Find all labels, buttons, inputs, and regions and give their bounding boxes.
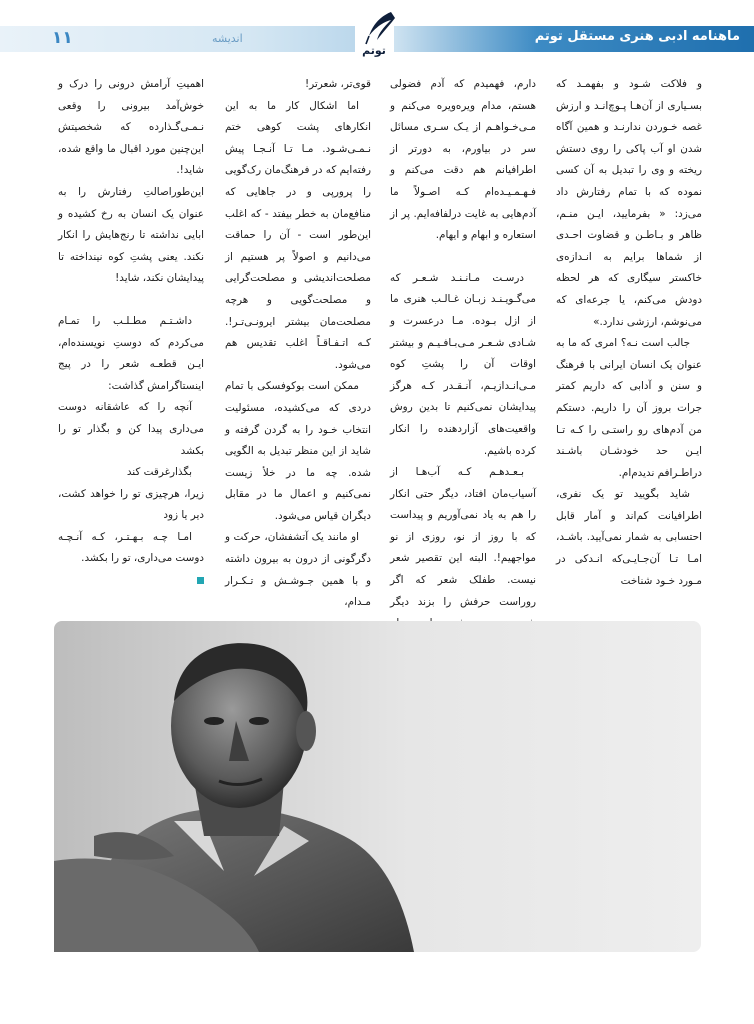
logo-wordmark: توتم [362, 44, 386, 57]
paragraph: جالب است نـه؟ امری که ما به عنوان یک انسان ایرانی با فرهنگ و سنن و آدابی که داریم کمتر جرات بروز آن را داریم. دستکم من آدم‌های رو راستـی را کـه تـا ایـن حد خودشـان باشـند دراطـرافم ندیدم‌ام. [556, 337, 702, 479]
paragraph: او مانند یک آتشفشان، حرکت و دگرگونی از درون به بیرون داشته و با همین جـوشـش و تـکـرار مـدام، [225, 531, 371, 609]
paragraph: قوی‌تر، شعرتر! [305, 78, 371, 90]
portrait-photo [54, 621, 701, 952]
paragraph: و فلاکت شـود و بفهمـد که بسـیاری از آن‌هـا پـوچ‌انـد و ارزش غصه خـوردن ندارنـد و همین آگاه شدن او آب پاکی را روی دستش ریخته و وی را تبدیل به آن کسی نموده که با تمام رفتارش داد می‌زد: « بفرمایید، ایـن منـم، ظاهر و بـاطـن و قضاوت احـدی از شماها برایم به انـدازه‌ی خاکستر سیگاری که هر لحظه دودش می‌کنم، یا جرعه‌ای که می‌نوشم، ارزشی ندارد.» [556, 78, 702, 328]
paragraph: بـعـدهـم کـه آب‌هـا از آسیاب‌مان افتاد، دیگر حتی انکار را هم به یاد نمی‌آوریم و پیداست که با روز از نو، روزی از نو مواجهیم!. البته این تقصیر شعر نیست. طفلک شعر که اگر روراست حرفش را بزند دیگر [390, 466, 536, 608]
paragraph: دارم، فهمیدم که آدم فضولی هستم، مدام ویره‌ویره می‌کنم و مـی‌خـواهـم از یـک سـری مسائل سر در بیاورم، به دورتر از اطرافیانم هم دقت می‌کنم و فـهـمـیـده‌ام کـه اصـولاً ما آدم‌هایی به غایت درلفافه‌ایم. پر از استعاره و ابهام و ایهام. [390, 78, 536, 242]
column-1 [556, 74, 702, 614]
paragraph: ممکن است بوکوفسکی با تمام دردی که می‌کشیده، مسئولیت انتخاب خـود را به گردن گرفته و شاید از این منظر تبدیل به الگویی شده. چه ما در خلأ زیست نمی‌کنیم و اعمال ما در مقابل دیگران قیاس می‌شود. [225, 380, 371, 522]
column-2 [390, 74, 536, 614]
end-of-article-icon [197, 577, 204, 584]
paragraph: این‌طوراصالتِ رفتارش را به عنوان یک انسان به رخ کشیده و ابایی نداشته تا رنج‌هایش را انکار نکند. یعنی پشتِ کوه نینداخته تا پیدایشان نکند، شاید! [58, 185, 204, 285]
column-4 [58, 74, 204, 614]
portrait-illustration-icon [54, 621, 701, 952]
poem-line: زیرا، هرچیزی تو را خواهد کشت، دیر یا زود [58, 487, 204, 522]
section-name: اندیشه [212, 32, 243, 45]
page-number: ۱۱ [52, 28, 73, 48]
article-columns [0, 74, 754, 614]
end-marker-row [58, 570, 204, 592]
paragraph: شاید بگویید تو یک نفری، اطرافیانت کم‌اند و آمار قابل احتسابی به شمار نمی‌آیید. باشـد، امـا تـا آن‌جـایـی‌که انـدکی در مـورد خـود شناخت [556, 488, 702, 587]
paragraph: اما اشکال کار ما به این انکارهای پشت کوهی ختم نـمـی‌شـود. مـا تـا آنـجـا پیش رفته‌ایم که در فرهنگ‌مان رک‌گویی را پرورپی و در جاهایی که منافع‌مان به خطر بیفتد - که اغلب این‌طور است - آن را حماقت می‌دانیم و اصولاً پر هستیم از مصلحت‌اندیشی و مصلحت‌گرایی و مصلحت‌گویی و هرچه مصلحت‌مان بیشتر ایرونـی‌تـر!. کـه اتـفـاقـاً اغلب تقدیس هم می‌شود. [225, 99, 371, 371]
paragraph: داشـتـم مطـلـب را تمـام می‌کردم که دوستِ نویسنده‌ام، ایـن قطعـه شعر را در پیج اینستاگرامش گذاشت: [58, 314, 204, 392]
column-3 [225, 74, 371, 614]
page-header [0, 22, 754, 56]
poem-line: امـا چـه بـهـتـر، کـه آنـچـه دوست می‌داری، تو را بکشد. [58, 530, 204, 565]
totem-logo-icon [351, 10, 397, 60]
poem-line: آنچه را که عاشقانه دوست می‌داری پیدا کن و بگذار تو را بکشد [58, 401, 204, 457]
poem-line: بگذارغرقت کند [126, 466, 192, 479]
magazine-title: ماهنامه ادبی هنری مستقل توتم [534, 29, 740, 44]
paragraph: درسـت مـانـنـد شـعـر که می‌گـویـنـد زبـان غـالـب هنری ما از ازل بـوده. مـا درعسرت و شـادی شـعـر مـی‌بـافـیـم و بیشتر اوقات آن را پشتِ کوه مـی‌انـدازیـم، آنـقـدر کـه هرگز پیدایشان نمی‌کنیم تا بدین روش واقعیت‌های آزاردهنده را انکار کرده باشیم. [390, 271, 536, 457]
paragraph: اهمیتِ آرامش درونی را درک و خوش‌آمد بیرونی را وقعی نـمـی‌گـذارده که شخصیتش این‌چنین مورد اقبال ما واقع شده، شاید!. [58, 78, 204, 177]
